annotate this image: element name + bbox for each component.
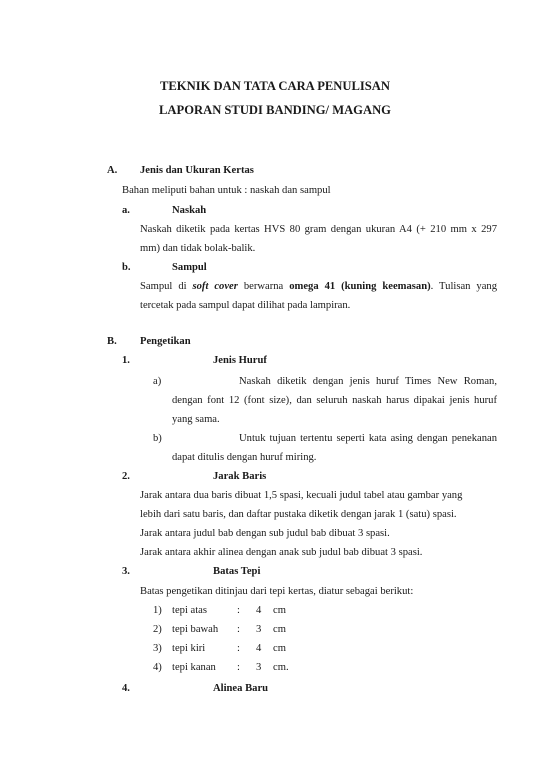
paragraph-line: tercetak pada sampul dapat dilihat pada lampiran. [140,300,351,311]
paragraph-line: mm) dan tidak bolak-balik. [140,243,256,254]
document-title-line-1: TEKNIK DAN TATA CARA PENULISAN [160,79,390,93]
list-number: 2) [153,624,162,635]
subsection-marker: 3. [122,566,130,577]
separator: : [237,605,240,616]
separator: : [237,662,240,673]
list-number: 4) [153,662,162,673]
margin-unit: cm. [273,662,289,673]
margin-value: 3 [256,624,262,635]
item-marker: a. [122,205,130,216]
subsection-heading: Jenis Huruf [213,355,267,366]
text-run: berwarna [237,281,290,292]
paragraph-line [140,282,497,293]
margin-label: tepi atas [172,605,208,616]
margin-unit: cm [273,605,286,616]
section-marker: A. [107,165,118,176]
subsection-heading: Batas Tepi [213,566,261,577]
item-heading: Sampul [172,262,207,273]
separator: : [237,624,240,635]
margin-value: 4 [256,643,262,654]
margin-label: tepi kiri [172,643,206,654]
paragraph-line: dengan font 12 (font size), dan seluruh naskah harus dipakai jenis huruf [172,395,497,406]
strong-text: omega 41 (kuning keemasan) [289,281,431,292]
subsection-marker: 2. [122,471,130,482]
document-title-line-2: LAPORAN STUDI BANDING/ MAGANG [159,103,391,117]
emphasis-text: soft cover [192,281,238,292]
margin-label: tepi bawah [172,624,219,635]
paragraph-line: yang sama. [172,414,220,425]
paragraph-line: Naskah diketik pada kertas HVS 80 gram dengan ukuran A4 (+ 210 mm x 297 [140,224,497,235]
paragraph-line: Jarak antara akhir alinea dengan anak sub judul bab dibuat 3 spasi. [140,547,423,558]
list-number: 3) [153,643,162,654]
subsection-marker: 1. [122,355,130,366]
list-marker: b) [153,433,162,444]
paragraph-line: Jarak antara judul bab dengan sub judul bab dibuat 3 spasi. [140,528,390,539]
margin-unit: cm [273,624,286,635]
margin-unit: cm [273,643,286,654]
list-number: 1) [153,605,162,616]
list-marker: a) [153,376,162,387]
paragraph-line: Untuk tujuan tertentu seperti kata asing dengan penekanan [239,433,497,444]
item-heading: Naskah [172,205,207,216]
margin-value: 3 [256,662,262,673]
paragraph-line: Jarak antara dua baris dibuat 1,5 spasi, kecuali judul tabel atau gambar yang [140,490,463,501]
section-intro: Bahan meliputi bahan untuk : naskah dan sampul [122,185,331,196]
section-heading: Pengetikan [140,336,191,347]
separator: : [237,643,240,654]
paragraph-line: dapat ditulis dengan huruf miring. [172,452,317,463]
text-run: . Tulisan yang [430,281,498,292]
section-heading: Jenis dan Ukuran Kertas [140,165,254,176]
text-run: Sampul di [140,281,193,292]
margin-label: tepi kanan [172,662,216,673]
paragraph-line: Naskah diketik dengan jenis huruf Times New Roman, [239,376,497,387]
subsection-heading: Alinea Baru [213,683,269,694]
paragraph-line: Batas pengetikan ditinjau dari tepi kertas, diatur sebagai berikut: [140,586,414,597]
section-marker: B. [107,336,117,347]
subsection-heading: Jarak Baris [213,471,267,482]
paragraph-line: lebih dari satu baris, dan daftar pustaka diketik dengan jarak 1 (satu) spasi. [140,509,457,520]
item-marker: b. [122,262,131,273]
subsection-marker: 4. [122,683,130,694]
margin-value: 4 [256,605,262,616]
